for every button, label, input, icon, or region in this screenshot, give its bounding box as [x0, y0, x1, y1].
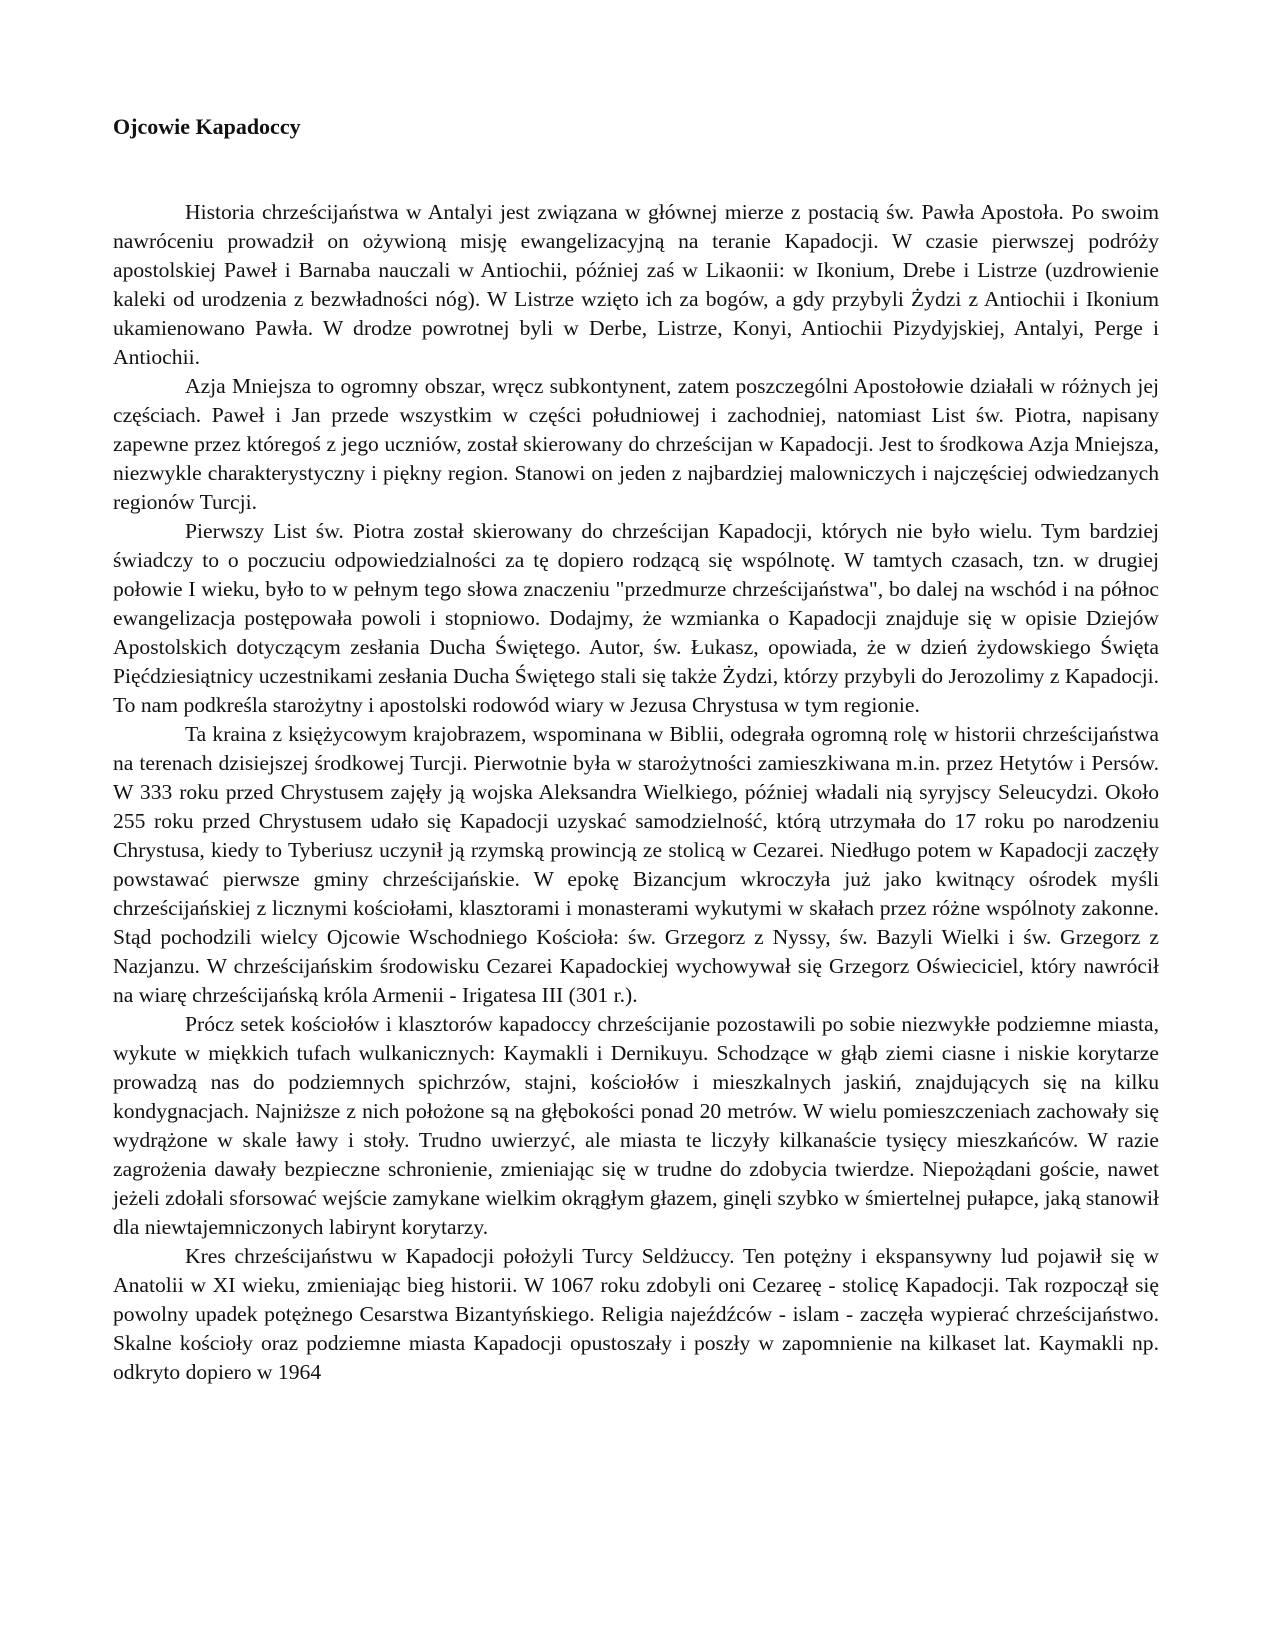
paragraph-2: Azja Mniejsza to ogromny obszar, wręcz subkontynent, zatem poszczególni Apostołowie działali w różnych jej częściach. Paweł i Jan przede wszystkim w części południowej i zachodniej, natomiast List św. Piotra, napisany zapewne przez któregoś z jego uczniów, został skierowany do chrześcijan w Kapadocji. Jest to środkowa Azja Mniejsza, niezwykle charakterystyczny i piękny region. Stanowi on jeden z najbardziej malowniczych i najczęściej odwiedzanych regionów Turcji.: [113, 374, 1159, 514]
paragraph-6: Kres chrześcijaństwu w Kapadocji położyli Turcy Seldżuccy. Ten potężny i ekspansywny lud pojawił się w Anatolii w XI wieku, zmieniając bieg historii. W 1067 roku zdobyli oni Cezareę - stolicę Kapadocji. Tak rozpoczął się powolny upadek potężnego Cesarstwa Bizantyńskiego. Religia najeźdźców - islam - zaczęła wypierać chrześcijaństwo. Skalne kościoły oraz podziemne miasta Kapadocji opustoszały i poszły w zapomnienie na kilkaset lat. Kaymakli np. odkryto dopiero w 1964: [113, 1244, 1159, 1384]
paragraph-5: Prócz setek kościołów i klasztorów kapadoccy chrześcijanie pozostawili po sobie niezwykłe podziemne miasta, wykute w miękkich tufach wulkanicznych: Kaymakli i Dernikuyu. Schodzące w głąb ziemi ciasne i niskie korytarze prowadzą nas do podziemnych spichrzów, stajni, kościołów i mieszkalnych jaskiń, znajdujących się na kilku kondygnacjach. Najniższe z nich położone są na głębokości ponad 20 metrów. W wielu pomieszczeniach zachowały się wydrążone w skale ławy i stoły. Trudno uwierzyć, ale miasta te liczyły kilkanaście tysięcy mieszkańców. W razie zagrożenia dawały bezpieczne schronienie, zmieniając się w trudne do zdobycia twierdze. Niepożądani goście, nawet jeżeli zdołali sforsować wejście zamykane wielkim okrągłym głazem, ginęli szybko w śmiertelnej pułapce, jaką stanowił dla niewtajemniczonych labirynt korytarzy.: [113, 1012, 1159, 1239]
paragraph-3: Pierwszy List św. Piotra został skierowany do chrześcijan Kapadocji, których nie było wielu. Tym bardziej świadczy to o poczuciu odpowiedzialności za tę dopiero rodzącą się wspólnotę. W tamtych czasach, tzn. w drugiej połowie I wieku, było to w pełnym tego słowa znaczeniu "przedmurze chrześcijaństwa", bo dalej na wschód i na północ ewangelizacja postępowała powoli i stopniowo. Dodajmy, że wzmianka o Kapadocji znajduje się w opisie Dziejów Apostolskich dotyczącym zesłania Ducha Świętego. Autor, św. Łukasz, opowiada, że w dzień żydowskiego Święta Pięćdziesiątnicy uczestnikami zesłania Ducha Świętego stali się także Żydzi, którzy przybyli do Jerozolimy z Kapadocji. To nam podkreśla starożytny i apostolski rodowód wiary w Jezusa Chrystusa w tym regionie.: [113, 519, 1159, 717]
paragraph-1: Historia chrześcijaństwa w Antalyi jest związana w głównej mierze z postacią św. Pawła Apostoła. Po swoim nawróceniu prowadził on ożywioną misję ewangelizacyjną na teranie Kapadocji. W czasie pierwszej podróży apostolskiej Paweł i Barnaba nauczali w Antiochii, później zaś w Likaonii: w Ikonium, Drebe i Listrze (uzdrowienie kaleki od urodzenia z bezwładności nóg). W Listrze wzięto ich za bogów, a gdy przybyli Żydzi z Antiochii i Ikonium ukamienowano Pawła. W drodze powrotnej byli w Derbe, Listrze, Konyi, Antiochii Pizydyjskiej, Antalyi, Perge i Antiochii.: [113, 200, 1159, 369]
paragraph-4: Ta kraina z księżycowym krajobrazem, wspominana w Biblii, odegrała ogromną rolę w historii chrześcijaństwa na terenach dzisiejszej środkowej Turcji. Pierwotnie była w starożytności zamieszkiwana m.in. przez Hetytów i Persów. W 333 roku przed Chrystusem zajęły ją wojska Aleksandra Wielkiego, później władali nią syryjscy Seleucydzi. Około 255 roku przed Chrystusem udało się Kapadocji uzyskać samodzielność, którą utrzymała do 17 roku po narodzeniu Chrystusa, kiedy to Tyberiusz uczynił ją rzymską prowincją ze stolicą w Cezarei. Niedługo potem w Kapadocji zaczęły powstawać pierwsze gminy chrześcijańskie. W epokę Bizancjum wkroczyła już jako kwitnący ośrodek myśli chrześcijańskiej z licznymi kościołami, klasztorami i monasterami wykutymi w skałach przez różne wspólnoty zakonne. Stąd pochodzili wielcy Ojcowie Wschodniego Kościoła: św. Grzegorz z Nyssy, św. Bazyli Wielki i św. Grzegorz z Nazjanzu. W chrześcijańskim środowisku Cezarei Kapadockiej wychowywał się Grzegorz Oświeciciel, który nawrócił na wiarę chrześcijańską króla Armenii - Irigatesa III (301 r.).: [113, 722, 1159, 1007]
document-title: Ojcowie Kapadoccy: [113, 114, 301, 139]
document-body: [113, 112, 1159, 1387]
